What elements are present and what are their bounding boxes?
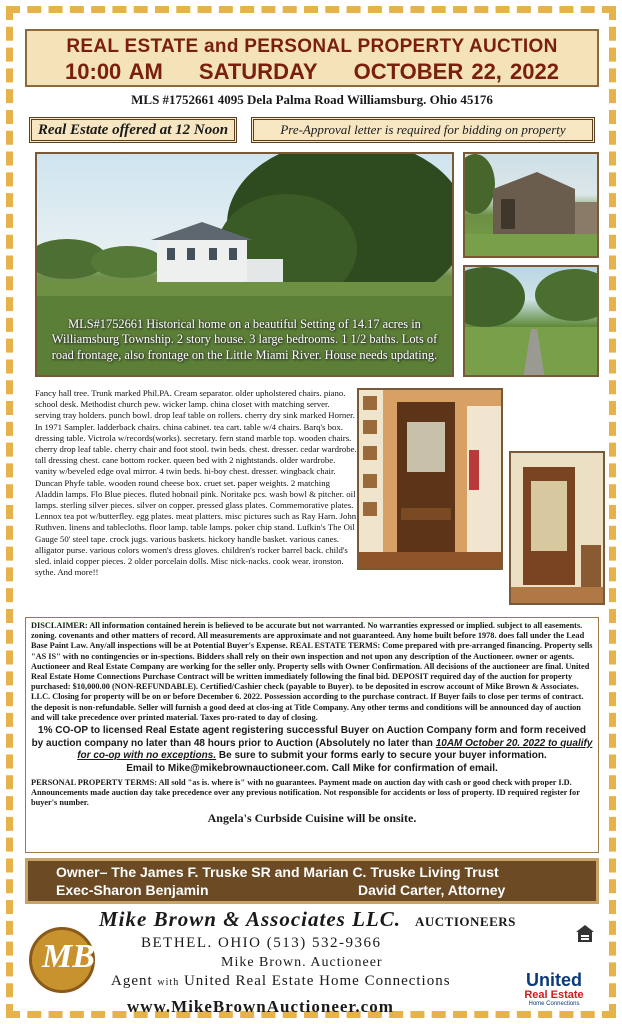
agent-line — [111, 973, 451, 990]
executor-name: Exec-Sharon Benjamin — [56, 882, 209, 898]
company-name: Mike Brown & Associates LLC. — [99, 907, 401, 931]
china-cabinet-image — [511, 453, 605, 605]
auction-flyer — [6, 6, 616, 1018]
company-phone: BETHEL. OHIO (513) 532-9366 — [141, 935, 382, 951]
united-logo-text: United — [526, 970, 582, 990]
food-vendor-note: Angela's Curbside Cuisine will be onsite. — [207, 810, 417, 825]
hall-tree-photo — [357, 388, 503, 570]
house-photo — [35, 152, 454, 377]
united-real-estate-logo — [511, 971, 597, 1007]
coop-email: Email to Mike@mikebrownauctioneer.com. Call Mike for confirmation of email. — [126, 762, 498, 774]
coop-text: 1% CO-OP to licensed Real Estate agent registering successful Buyer on Auction Company form and form received by auction company no later than 48 hours prior to Auction (Absolutely no later than — [31, 725, 586, 749]
barn-image — [465, 154, 599, 258]
terms-section — [25, 617, 599, 853]
mb-logo-icon: MB — [29, 927, 95, 993]
auction-time: 10:00 AM — [65, 59, 163, 84]
coop-notice — [31, 725, 593, 775]
auction-date: OCTOBER 22, 2022 — [353, 59, 559, 84]
title-banner — [25, 29, 599, 87]
disclaimer-text: DISCLAIMER: All information contained herein is believed to be accurate but not warranted. No warranties expressed or implied. subject to all easements. zoning. covenants and other matters of record. All measurements are approximate and not guaranteed. Any home built before 1978. does fall under the Lead Base Paint Law. Any/all inspections will be at Potential Buyer's Expense. REAL ESTATE TERMS: Come prepared with pre-arranged financing. Property sells "AS IS" with no contingencies or in-spections. Bidders shall rely on their own inspection and not upon any description of the Auctioneer. owner or agents. Auctioneer and Real Estate Company are working for the seller only. Property sells with Owner Confirmation. All decisions of the auctioneer are final. United Real Estate Home Connections Purchase Contract will be written immediately following the final bid. DEPOSIT required day of the auction for property purchased: $10,000.00 (NON-REFUNDABLE). Certified/Cashier check (payable to Buyer). to be deposited in escrow account of Mike Brown & Associates. LLC. Closing for property will be on or before December 6. 2022. Possession according to the purchase contract. If Buyer fails to close per terms of contract. the deposit is non-refundable. Seller will furnish a good deed at clos-ing at Title Company. Any other terms and conditions will be announced day of auction and will take precedence over printed material. Taxes pro-rated to day of closing. — [31, 621, 593, 722]
personal-property-list: Fancy hall tree. Trunk marked Phil.PA. Cream separator. older upholstered chairs. piano. school desk. Methodist church pew. wicker lamp. china closet with matching server. serving tray holders. punch bowl. drop leaf table on rollers. cherry dry sink marked Horner. In 1971 Sampler. ladderback chairs. china cabinet. tea cart. table w/4 chairs. Barq's box. dressing table. Victrola w/records(works). secretary. fern stand marble top. wooden chairs. cherry drop leaf table. cherry chair and foot stool. twin beds. chest. dresser. cedar wardrobe. tall dressing chest. cane bottom rocker. queen bed with 2 nightstands. older wardrobe. vanity w/beveled edge oval mirror. 4 twin beds. hi-boy chest. dresser. wingback chair. Duncan Phyfe table. wooden round cheese box. cruet set. paper weights. 2 matching Aladdin lamps. Flo Blue pieces. fluted hobnail pink. Noritake pcs. wash bowl & pitcher. oil lamps. sterling silver pieces. silver on copper. pressed glass plates. Commemorative plates. Lennox tea pot w/butterfley. egg plates. meat platters. misc pictures such as Ray Harn. John Ruthven. linens and tablecloths. floor lamp. table lamps. poker chip stand. Lufkin's The Oil Gauge 50' steel tape. crock jugs. various baskets. hickory handle basket. various canes. alligator purse. various colors women's dress gloves. children's rocker barrel back. child's sled. inlaid copper pieces. 2 older porcelain dolls. Misc nick-nacks. cook wear. ironston. sythe. And more!! — [35, 388, 357, 578]
auctioneer-name: Mike Brown. Auctioneer — [221, 955, 383, 970]
driveway-photo — [463, 265, 599, 377]
owner-name: Owner– The James F. Truske SR and Marian C. Truske Living Trust — [56, 864, 499, 880]
auctioneers-label: AUCTIONEERS — [415, 914, 516, 929]
united-logo-tagline: Home Connections — [528, 1001, 580, 1007]
attorney-name: David Carter, Attorney — [358, 882, 506, 898]
barn-photo — [463, 152, 599, 258]
preapproval-badge: Pre-Approval letter is required for bidding on property — [251, 117, 595, 143]
auction-datetime — [27, 59, 597, 85]
coop-reminder: Be sure to submit your forms early to secure your buyer information. — [216, 750, 547, 762]
website-link[interactable]: www.MikeBrownAuctioneer.com — [127, 997, 394, 1016]
china-cabinet-photo — [509, 451, 605, 605]
personal-property-terms: PERSONAL PROPERTY TERMS: All sold "as is. where is" with no guarantees. Payment made on auction day with cash or good check with proper I.D. Announcements made auction day take precedence over any previous notification. Not responsible for accidents or loss of property. ID required register for buyer's number. — [31, 778, 580, 808]
agent-prefix: Agent — [111, 973, 153, 989]
hall-tree-image — [359, 390, 503, 570]
real-estate-time-badge: Real Estate offered at 12 Noon — [29, 117, 237, 143]
company-footer — [25, 907, 599, 1016]
agent-with: with — [157, 977, 180, 988]
mls-address: MLS #1752661 4095 Dela Palma Road Williamsburg. Ohio 45176 — [131, 92, 493, 107]
auction-title: REAL ESTATE and PERSONAL PROPERTY AUCTION — [66, 36, 558, 57]
coop-deadline: 10AM October 20. 2022 to qualify for co-op with no exceptions. — [77, 737, 593, 762]
owner-banner — [25, 858, 599, 904]
equal-housing-icon — [575, 924, 595, 944]
united-logo-subtext: Real Estate — [524, 989, 584, 1001]
agent-company: United Real Estate Home Connections — [183, 973, 451, 989]
auction-day: SATURDAY — [198, 59, 318, 84]
property-description: MLS#1752661 Historical home on a beautiful Setting of 14.17 acres in Williamsburg Township. 2 story house. 3 large bedrooms. 1 1/2 baths. Lots of road frontage, also frontage on the Little Miami River. House needs updating. — [51, 316, 438, 362]
flyer-content — [25, 29, 599, 1016]
driveway-image — [465, 267, 599, 377]
